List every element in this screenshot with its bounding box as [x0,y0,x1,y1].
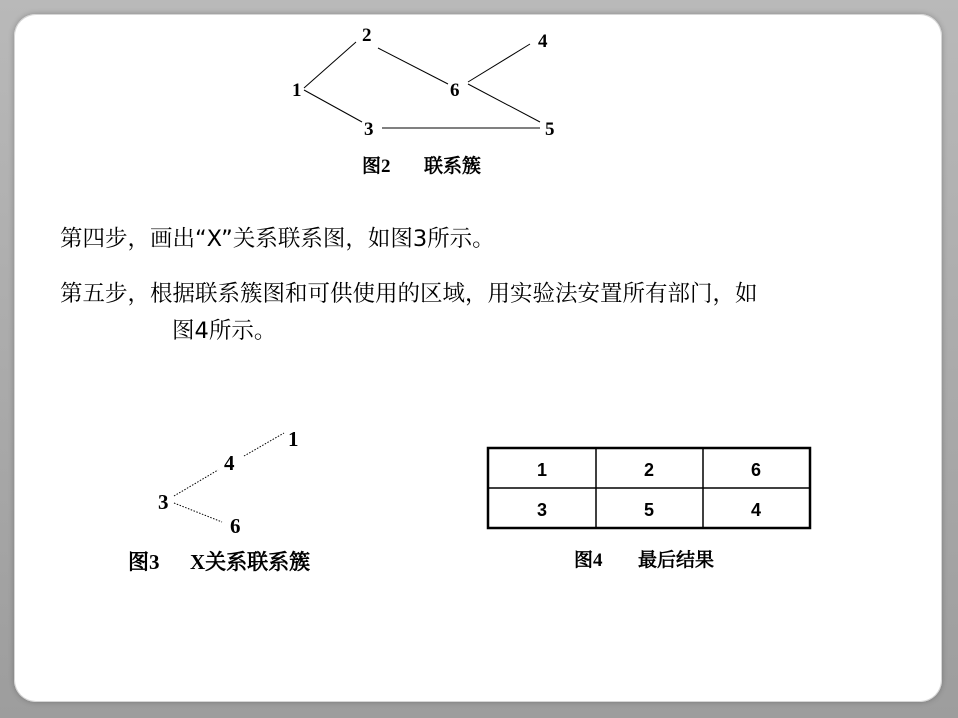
fig2-caption-number: 图2 [362,156,391,177]
fig2-caption-text: 联系簇 [424,156,482,177]
layout-cell: 1 [536,460,548,480]
fig2-node-1: 1 [292,80,302,101]
step-five-line-2: 图4所示。 [172,318,277,344]
edge-3-6 [174,503,222,522]
fig2-node-5: 5 [545,119,555,140]
fig3-node-4: 4 [224,451,235,475]
fig4-caption-text: 最后结果 [638,550,715,571]
figure-4-layout-table [488,448,810,571]
fig4-caption-number: 图4 [574,550,603,571]
step-five-line-1: 第五步，根据联系簇图和可供使用的区域，用实验法安置所有部门，如 [60,281,758,307]
fig3-node-6: 6 [230,514,241,538]
edge-3-4 [174,470,218,496]
fig2-node-4: 4 [538,31,548,52]
edge-6-4 [468,44,530,82]
step-four-paragraph: 第四步，画出“X”关系联系图，如图3所示。 [60,226,495,252]
edge-6-5 [468,84,540,122]
edge-2-6 [378,48,448,84]
layout-cell: 2 [643,460,655,480]
fig3-caption-text: X关系联系簇 [190,550,311,574]
fig2-node-6: 6 [450,80,460,101]
edge-4-1 [244,433,284,456]
figure-3-x-cluster-diagram [128,427,310,574]
edge-1-2 [304,42,356,88]
layout-cell: 4 [750,500,762,520]
layout-cell: 6 [750,460,762,480]
fig3-node-1: 1 [288,427,299,451]
fig3-node-3: 3 [158,490,169,514]
layout-cell: 5 [643,500,655,520]
fig3-caption-number: 图3 [128,550,160,574]
fig2-node-3: 3 [364,119,374,140]
layout-cell: 3 [536,500,548,520]
edge-1-3 [304,90,362,122]
figure-2-cluster-diagram [292,25,555,177]
fig2-node-2: 2 [362,25,372,46]
step-five-paragraph [60,276,910,350]
